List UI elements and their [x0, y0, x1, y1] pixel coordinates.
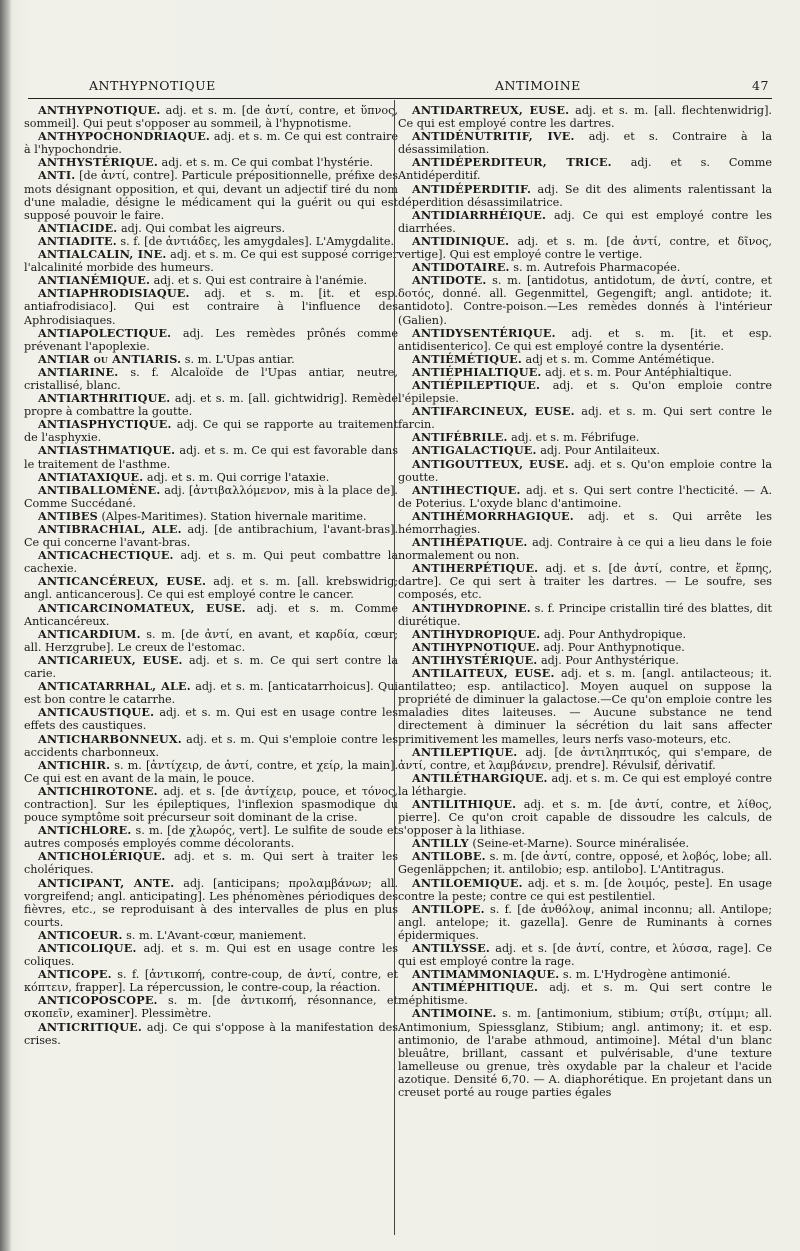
- entry-headword: ANTICARCINOMATEUX, EUSE.: [38, 600, 246, 615]
- dictionary-entry: [24, 287, 398, 326]
- dictionary-entry: [24, 994, 398, 1020]
- entry-definition: adj et s. m. Comme Antémétique.: [522, 352, 715, 366]
- entry-headword: ANTILAITEUX, EUSE.: [412, 666, 555, 681]
- entry-definition: adj. et s. [de ἀντίχειρ, pouce, et τόνος, contraction]. Sur les épileptiques, l'inflexion spasmodique du pouce symptôme soit précurseur soit dominant de la crise.: [24, 784, 398, 825]
- entry-definition: s. f. Principe cristallin tiré des blattes, dit diurétique.: [398, 601, 772, 628]
- dictionary-entry: [398, 903, 772, 942]
- entry-definition: [de ἀντί, contre]. Particule prépositionnelle, préfixe des mots désignant opposition, et qui, devant un adjectif tiré du nom d'une maladie, désigne le médicament qui la guérit ou qui est supposé pouvoir le faire.: [24, 169, 398, 222]
- entry-headword: ANTIDIARRHÉIQUE.: [412, 207, 547, 222]
- dictionary-entry: [398, 484, 772, 510]
- dictionary-entry: [24, 444, 398, 470]
- entry-headword: ANTIFÉBRILE.: [412, 430, 508, 445]
- entry-headword: ANTILYSSE.: [412, 941, 490, 955]
- entry-definition: adj. et s. [de ἀντί, contre, et λύσσα, rage]. Ce qui est employé contre la rage.: [398, 942, 772, 969]
- entry-definition: adj. Pour Anthystérique.: [537, 653, 679, 667]
- entry-headword: ANTIAPHRODISIAQUE.: [38, 286, 190, 301]
- entry-definition: s. m. [de χλωρός, vert]. Le sulfite de soude et autres composés employés comme décolorants.: [24, 824, 398, 851]
- dictionary-entry: [24, 706, 398, 732]
- entry-definition: adj. et s. m. [angl. antilacteous; it. antilatteo; esp. antilactico]. Moyen auquel on suppose la propriété de diminuer la galactose.—Ce qu'on emploie contre les maladies dites laiteuses. — Aucune substance ne tend directement à diminuer la sécrétion du lait sans affecter primitivement les mamelles, leurs nerfs vaso-moteurs, etc.: [398, 667, 772, 746]
- entry-headword: ANTILOEMIQUE.: [412, 875, 523, 890]
- entry-definition: (Alpes-Maritimes). Station hivernale maritime.: [97, 509, 367, 523]
- entry-headword: ANTIHÉMORRHAGIQUE.: [412, 508, 574, 523]
- entry-headword: ANTIHÉPATIQUE.: [412, 535, 528, 550]
- entry-definition: adj. et s. m. [de ἀντί, contre, et ὕπνος, sommeil]. Qui peut s'opposer au sommeil, à l'hypnotisme.: [24, 104, 398, 131]
- entry-definition: adj. et s. m. Ce qui est contraire à l'hypochondrie.: [24, 130, 398, 157]
- entry-headword: ANTIBALLOMÈNE.: [38, 482, 161, 497]
- header-rule: [28, 98, 772, 99]
- entry-definition: adj. et s. m. Qui peut combattre la cachexie.: [24, 549, 398, 576]
- entry-headword: ANTHYPNOTIQUE.: [38, 104, 161, 117]
- left-column: [24, 104, 398, 1234]
- right-column: [398, 104, 772, 1234]
- entry-headword: ANTIDOTAIRE.: [412, 260, 510, 275]
- entry-definition: s. m. [antimonium, stibium; στίβι, στίμμι; all. Antimonium, Spiessglanz, Stibium; angl. antimony; it. et esp. antimonio, de l'arabe athmoud, antimoine]. Métal d'un blanc bleuâtre, brillant, cassant et pulvérisable, d'une texture lamelleuse ou grenue, très oxydable par la chaleur et l'acide azotique. Densité 6,70. — A. diaphorétique. En projetant dans un creuset porté au rouge parties égales: [398, 1007, 772, 1100]
- entry-headword: ANTI.: [38, 168, 76, 183]
- entry-definition: adj. et s. m. Qui est en usage contre les coliques.: [24, 942, 398, 969]
- entry-headword: ANTICACHECTIQUE.: [38, 548, 174, 563]
- entry-headword: ANTIARINE.: [38, 364, 119, 379]
- entry-headword: ANTICOEUR.: [38, 927, 123, 942]
- dictionary-entry: [398, 850, 772, 876]
- dictionary-entry: [398, 104, 772, 130]
- entry-headword: ANTIGOUTTEUX, EUSE.: [412, 456, 569, 471]
- dictionary-entry: [24, 602, 398, 628]
- entry-definition: adj. et s. m. Ce qui est supposé corriger l'alcalinité morbide des humeurs.: [24, 248, 398, 275]
- dictionary-entry: [398, 746, 772, 772]
- entry-headword: ANTIDINIQUE.: [412, 233, 510, 248]
- entry-headword: ANTICANCÉREUX, EUSE.: [38, 574, 207, 589]
- entry-definition: adj. Ce qui est employé contre les diarrhées.: [398, 208, 772, 235]
- dictionary-entry: [398, 274, 772, 326]
- dictionary-entry: [24, 104, 398, 130]
- dictionary-entry: [24, 523, 398, 549]
- dictionary-entry: [24, 850, 398, 876]
- entry-definition: adj. et s. m. [de λοιμός, peste]. En usage contre la peste; contre ce qui est pestilentiel.: [398, 876, 772, 903]
- entry-headword: ANTIASTHMATIQUE.: [38, 443, 176, 458]
- entry-definition: s. f. [ἀντικοπή, contre-coup, de ἀντί, contre, et κόπτειν, frapper]. La répercussion, le contre-coup, la réaction.: [24, 968, 398, 995]
- entry-definition: adj. et s. m. [all. gichtwidrig]. Remède propre à combattre la goutte.: [24, 392, 398, 419]
- entry-headword: ANTHYPOCHONDRIAQUE.: [38, 129, 211, 144]
- entry-definition: adj. Contraire à ce qui a lieu dans le foie normalement ou non.: [398, 536, 772, 563]
- entry-headword: ANTICHIROTONE.: [38, 783, 158, 798]
- entry-headword: ANTIÉPILEPTIQUE.: [412, 377, 541, 392]
- entry-definition: adj. et s. m. [it. et esp. antidisenterico]. Ce qui est employé contre la dysentérie.: [398, 326, 772, 353]
- entry-headword: ANTIÉPHIALTIQUE.: [412, 364, 542, 379]
- entry-headword: ANTIHYSTÉRIQUE.: [412, 652, 538, 667]
- dictionary-entry: [24, 366, 398, 392]
- entry-definition: adj. Pour Anthydropique.: [540, 627, 687, 641]
- entry-definition: adj. et s. m. Ce qui est favorable dans le traitement de l'asthme.: [24, 444, 398, 471]
- dictionary-entry: [24, 628, 398, 654]
- entry-definition: adj. et s. Comme Antidéperditif.: [398, 156, 772, 183]
- entry-definition: adj. et s. [de ἀντί, contre, et ἕρπης, dartre]. Ce qui sert à traiter les dartres. — Le soufre, ses composés, etc.: [398, 562, 772, 602]
- dictionary-entry: [398, 209, 772, 235]
- entry-headword: ANTILEPTIQUE.: [412, 744, 518, 759]
- dictionary-entry: [24, 484, 398, 510]
- entry-definition: adj. et s. m. Comme Anticancéreux.: [24, 601, 398, 628]
- dictionary-entry: [398, 130, 772, 156]
- entry-definition: adj. [de ἀντιληπτικός, qui s'empare, de ἀντί, contre, et λαμβάνειν, prendre]. Révulsif, dérivatif.: [398, 745, 772, 772]
- entry-headword: ANTICARIEUX, EUSE.: [38, 652, 183, 667]
- entry-headword: ANTICARDIUM.: [38, 626, 141, 641]
- entry-definition: adj. et s. m. [it. et esp. antiafrodisiaco]. Qui est contraire à l'influence des Aphrodisiaques.: [24, 287, 398, 327]
- entry-headword: ANTIDOTE.: [412, 273, 487, 288]
- dictionary-entry: [24, 169, 398, 221]
- entry-headword: ANTILOBE.: [412, 849, 486, 864]
- entry-definition: adj. et s. Qu'on emploie contre l'épilepsie.: [398, 378, 772, 406]
- entry-headword: ANTILOPE.: [412, 901, 485, 916]
- entry-definition: s. m. [ἀντίχειρ, de ἀντί, contre, et χείρ, la main]. Ce qui est en avant de la main, le pouce.: [24, 758, 398, 785]
- entry-definition: adj. Se dit des aliments ralentissant la déperdition désassimilatrice.: [398, 182, 772, 209]
- entry-headword: ANTIALCALIN, INE.: [38, 247, 167, 262]
- entry-headword: ANTICHOLÉRIQUE.: [38, 849, 166, 864]
- entry-definition: adj. et s. m. Pour Antéphialtique.: [541, 365, 732, 379]
- dictionary-entry: [24, 130, 398, 156]
- dictionary-entry: [24, 418, 398, 444]
- entry-headword: ANTIADITE.: [38, 233, 117, 248]
- entry-definition: adj. et s. m. Fébrifuge.: [507, 431, 640, 445]
- entry-definition: adj. [ἀντιβαλλόμενον, mis à la place de]. Comme Succédané.: [24, 483, 398, 510]
- dictionary-entry: [24, 392, 398, 418]
- entry-headword: ANTICOLIQUE.: [38, 941, 137, 955]
- dictionary-entry: [398, 798, 772, 837]
- dictionary-entry: [24, 942, 398, 968]
- entry-headword: ANTICATARRHAL, ALE.: [38, 679, 191, 694]
- entry-headword: ANTICHLORE.: [38, 823, 132, 838]
- entry-headword: ANTICAUSTIQUE.: [38, 705, 155, 720]
- dictionary-entry: [24, 759, 398, 785]
- entry-headword: ANTIHYDROPINE.: [412, 600, 531, 615]
- dictionary-entry: [398, 183, 772, 209]
- entry-definition: adj. et s. m. [all. flechtenwidrig]. Ce qui est employé contre les dartres.: [398, 104, 772, 131]
- entry-headword: ANTIMOINE.: [412, 1006, 497, 1021]
- entry-headword: ANTICHARBONNEUX.: [38, 731, 182, 746]
- entry-definition: adj. et s. m. Qui s'emploie contre les accidents charbonneux.: [24, 732, 398, 759]
- entry-headword: ANTICOPE.: [38, 967, 112, 982]
- running-header: [0, 78, 800, 100]
- entry-headword: ANTIDÉNUTRITIF, IVE.: [412, 129, 575, 144]
- dictionary-entry: [398, 379, 772, 405]
- entry-headword: ANTIACIDE.: [38, 220, 118, 235]
- entry-headword: ANTICIPANT, ANTE.: [38, 875, 175, 890]
- entry-headword: ANTIHYDROPIQUE.: [412, 626, 541, 641]
- header-right-guideword: ANTIMOINE: [495, 78, 581, 93]
- entry-headword: ANTIAR ou ANTIARIS.: [38, 351, 182, 366]
- entry-definition: s. m. [antidotus, antidotum, de ἀντί, contre, et δοτός, donné. all. Gegenmittel, Gegengift; angl. antidote; it. antidoto]. Contre-poison.—Les remèdes donnés à l'intérieur (Galien).: [398, 274, 772, 327]
- entry-headword: ANTIGALACTIQUE.: [412, 443, 537, 458]
- entry-definition: adj. Pour Anthypnotique.: [539, 640, 685, 654]
- entry-headword: ANTIBES: [38, 508, 98, 523]
- entry-definition: adj. et s. m. [de ἀντί, contre, et λίθος, pierre]. Ce qu'on croit capable de dissoudre les calculs, de s'opposer à la lithiase.: [398, 797, 772, 838]
- entry-definition: adj. et s. m. Qui sert contre le farcin.: [398, 405, 772, 432]
- dictionary-entry: [398, 510, 772, 536]
- dictionary-entry: [24, 733, 398, 759]
- entry-headword: ANTIHYPNOTIQUE.: [412, 639, 540, 654]
- entry-definition: adj. [de antibrachium, l'avant-bras]. Ce qui concerne l'avant-bras.: [24, 523, 398, 550]
- entry-definition: adj. et s. m. [anticatarrhoicus]. Qui est bon contre le catarrhe.: [24, 680, 398, 707]
- entry-definition: (Seine-et-Marne). Source minéralisée.: [468, 837, 690, 851]
- entry-headword: ANTIAPOLECTIQUE.: [38, 325, 172, 340]
- entry-headword: ANTICHIR.: [38, 757, 111, 772]
- entry-definition: adj. et s. m. [de ἀντί, contre, et δῖνος, vertige]. Qui est employé contre le vertige.: [398, 234, 772, 262]
- dictionary-entry: [398, 981, 772, 1007]
- dictionary-entry: [24, 156, 398, 169]
- entry-headword: ANTICRITIQUE.: [38, 1019, 142, 1034]
- entry-headword: ANTIMAMMONIAQUE.: [412, 967, 560, 982]
- dictionary-entry: [24, 877, 398, 929]
- entry-definition: adj. et s. Qu'on emploie contre la goutte.: [398, 457, 772, 484]
- entry-headword: ANTIARTHRITIQUE.: [38, 391, 171, 406]
- entry-headword: ANTIDARTREUX, EUSE.: [412, 104, 570, 117]
- entry-definition: s. m. [de ἀντικοπή, résonnance, et σκοπεῖν, examiner]. Plessimètre.: [24, 994, 398, 1021]
- entry-definition: s. f. [de ἀντιάδες, les amygdales]. L'Amygdalite.: [116, 234, 395, 248]
- entry-definition: adj. Pour Antilaiteux.: [536, 444, 660, 458]
- entry-definition: adj. Ce qui se rapporte au traitement de l'asphyxie.: [24, 418, 398, 445]
- entry-definition: adj. et s. m. Qui sert contre le méphitisme.: [398, 981, 772, 1008]
- entry-definition: adj. et s. m. Ce qui combat l'hystérie.: [157, 156, 374, 170]
- entry-definition: s. m. [de ἀντί, en avant, et καρδία, cœur; all. Herzgrube]. Le creux de l'estomac.: [24, 627, 398, 654]
- entry-definition: adj. et s. m. Qui corrige l'ataxie.: [143, 470, 330, 484]
- entry-definition: s. m. L'Upas antiar.: [181, 352, 295, 366]
- entry-definition: s. m. L'Avant-cœur, maniement.: [122, 928, 307, 942]
- entry-definition: adj. et s. Qui sert contre l'hecticité. — A. de Poterius. L'oxyde blanc d'antimoine.: [398, 483, 772, 510]
- entry-definition: s. f. Alcaloïde de l'Upas antiar, neutre, cristallisé, blanc.: [24, 365, 398, 392]
- entry-definition: adj. Qui combat les aigreurs.: [117, 221, 286, 235]
- dictionary-entry: [398, 877, 772, 903]
- header-left-guideword: ANTHYPNOTIQUE: [89, 78, 216, 93]
- entry-headword: ANTILITHIQUE.: [412, 796, 517, 811]
- entry-definition: s. m. Autrefois Pharmacopée.: [509, 261, 681, 275]
- entry-headword: ANTILÉTHARGIQUE.: [412, 770, 548, 785]
- entry-headword: ANTHYSTÉRIQUE.: [38, 155, 158, 170]
- entry-definition: adj. Ce qui s'oppose à la manifestation des crises.: [24, 1020, 398, 1047]
- entry-headword: ANTIÉMÉTIQUE.: [412, 351, 522, 366]
- entry-definition: s. f. [de ἀνθόλοψ, animal inconnu; all. Antilope; angl. antelope; it. gazella]. Genre de Ruminants à cornes épidermiques.: [398, 902, 772, 942]
- entry-headword: ANTIHERPÉTIQUE.: [412, 561, 539, 576]
- entry-definition: s. m. L'Hydrogène antimonié.: [559, 968, 731, 982]
- entry-headword: ANTIFARCINEUX, EUSE.: [412, 404, 575, 419]
- dictionary-entry: [398, 327, 772, 353]
- entry-headword: ANTIDÉPERDITIF.: [412, 181, 532, 196]
- entry-definition: adj. et s. Qui arrête les hémorrhagies.: [398, 509, 772, 536]
- entry-headword: ANTICOPOSCOPE.: [38, 993, 158, 1008]
- entry-headword: ANTIHECTIQUE.: [412, 482, 521, 497]
- entry-definition: adj. et s. Qui est contraire à l'anémie.: [150, 274, 368, 288]
- column-divider: [394, 100, 395, 1235]
- dictionary-entry: [24, 1021, 398, 1047]
- dictionary-entry: [398, 602, 772, 628]
- entry-definition: adj. Les remèdes prônés comme prévenant l'apoplexie.: [24, 326, 398, 353]
- dictionary-entry: [24, 785, 398, 824]
- dictionary-entry: [24, 549, 398, 575]
- dictionary-entry: [398, 772, 772, 798]
- dictionary-entry: [398, 235, 772, 261]
- dictionary-entry: [24, 575, 398, 601]
- dictionary-entry: [398, 405, 772, 431]
- entry-headword: ANTIMÉPHITIQUE.: [412, 980, 539, 995]
- dictionary-entry: [24, 248, 398, 274]
- page-number: 47: [752, 78, 769, 93]
- entry-definition: s. m. [de ἀντί, contre, opposé, et λοβός, lobe; all. Gegenläppchen; it. antilobio; esp. antilobo]. L'Antitragus.: [398, 850, 772, 877]
- entry-headword: ANTILLY: [412, 836, 469, 851]
- entry-headword: ANTIBRACHIAL, ALE.: [38, 522, 182, 536]
- entry-definition: adj. [anticipans; προλαμβάνων; all. vorgreifend; angl. anticipating]. Les phénomènes périodiques des fièvres, etc., se reproduisant à des intervalles de plus en plus courts.: [24, 876, 398, 929]
- entry-definition: adj. et s. m. [all. krebswidrig; angl. anticancerous]. Ce qui est employé contre le cancer.: [24, 575, 398, 602]
- entry-headword: ANTIDYSENTÉRIQUE.: [412, 325, 556, 340]
- dictionary-entry: [24, 327, 398, 353]
- entry-definition: adj. et s. m. Qui est en usage contre les effets des caustiques.: [24, 706, 398, 733]
- dictionary-entry: [398, 667, 772, 746]
- dictionary-entry: [398, 942, 772, 968]
- dictionary-entry: [24, 680, 398, 706]
- entry-headword: ANTIDÉPERDITEUR, TRICE.: [412, 155, 612, 170]
- dictionary-entry: [398, 536, 772, 562]
- entry-headword: ANTIANÉMIQUE.: [38, 273, 151, 288]
- dictionary-entry: [24, 968, 398, 994]
- entry-headword: ANTIASPHYCTIQUE.: [38, 417, 172, 432]
- binding-shadow: [0, 0, 12, 1251]
- entry-definition: adj. et s. m. Qui sert à traiter les cholériques.: [24, 850, 398, 877]
- dictionary-entry: [398, 562, 772, 601]
- entry-headword: ANTIATAXIQUE.: [38, 469, 144, 484]
- dictionary-entry: [398, 458, 772, 484]
- entry-definition: adj. et s. Contraire à la désassimilation.: [398, 130, 772, 157]
- dictionary-entry: [398, 156, 772, 182]
- entry-definition: adj. et s. m. Ce qui sert contre la carie.: [24, 653, 398, 681]
- dictionary-entry: [24, 824, 398, 850]
- dictionary-entry: [398, 1007, 772, 1099]
- entry-definition: adj. et s. m. Ce qui est employé contre la léthargie.: [398, 771, 772, 798]
- dictionary-entry: [24, 654, 398, 680]
